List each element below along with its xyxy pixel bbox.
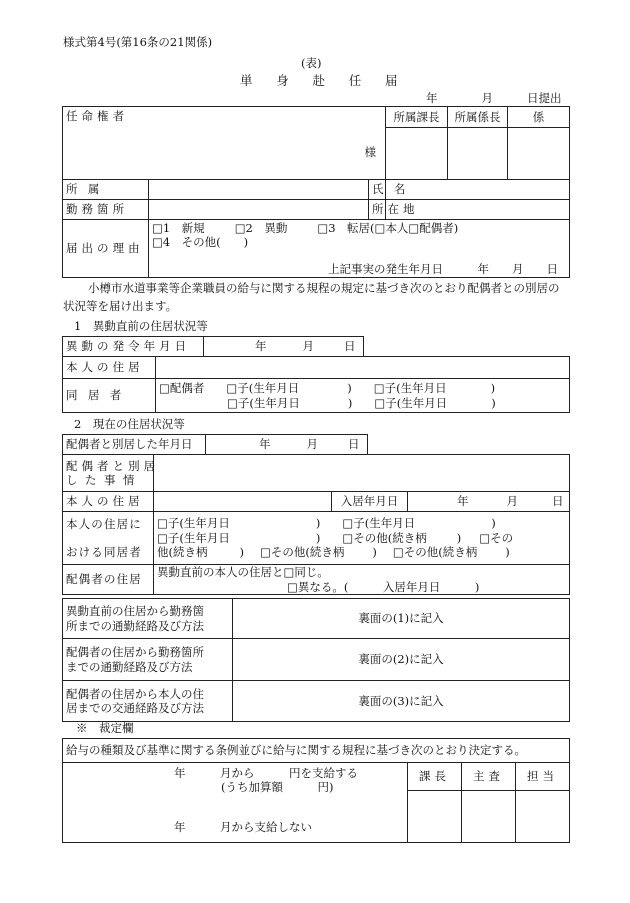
- appointer-honorific: 様: [364, 145, 377, 160]
- location-label: 所在地: [369, 200, 386, 220]
- decision-body: [63, 763, 408, 843]
- transfer-month: 月: [302, 339, 314, 354]
- affiliation-label: 所属: [63, 180, 149, 200]
- cohab2-child1[interactable]: □子(生年月日: [227, 395, 300, 410]
- occurrence-date: 上記事実の発生年月日 年 月 日: [328, 261, 559, 276]
- approval-stamp-3[interactable]: [508, 128, 570, 180]
- move-in-year: 年: [457, 494, 469, 509]
- decision-addition-line: (うち加算額 円): [221, 780, 334, 795]
- side-label: (表): [301, 56, 322, 70]
- current-residence-label: 本人の住居: [63, 492, 154, 512]
- commute-label-2: [63, 639, 233, 681]
- commute-label-1a: 異動直前の住居から勤務箇: [66, 604, 204, 619]
- separation-month: 月: [306, 437, 318, 452]
- cohabitant-cell: [156, 379, 570, 413]
- cohab1-child1-close: ): [347, 381, 352, 396]
- commute-label-1: [63, 599, 233, 639]
- decision-approval-2: 主査: [462, 763, 516, 791]
- cc1-child1[interactable]: □子(生年月日: [157, 516, 230, 531]
- section2-heading: 2 現在の住居状況等: [74, 417, 185, 431]
- current-cohabitant-label-1: 本人の住居に: [66, 516, 142, 531]
- decision-approval-1: 課長: [408, 763, 462, 791]
- cc3-other3-close: ): [372, 545, 377, 560]
- separation-reason-field[interactable]: [154, 455, 570, 492]
- decision-no-pay-line: 年 月から支給しない: [174, 819, 312, 834]
- spouse-same[interactable]: 異動直前の本人の住居と□同じ。: [157, 565, 329, 580]
- separation-date-label: 配偶者と別居した年月日: [63, 435, 206, 455]
- reason-label: 届出の理由: [63, 220, 149, 278]
- cohab1-child1[interactable]: □子(生年月日: [226, 381, 300, 396]
- commute-label-1b: 所までの通勤経路及び方法: [66, 618, 204, 633]
- spouse-residence-label: 配偶者の住居: [63, 565, 154, 595]
- cohab1-child2[interactable]: □子(生年月日: [373, 381, 447, 396]
- submission-date: [426, 93, 562, 105]
- separation-date-value[interactable]: [206, 435, 368, 455]
- affiliation-field[interactable]: [149, 180, 369, 200]
- own-residence-field[interactable]: [156, 357, 570, 379]
- approval-header-2: 所属係長: [448, 107, 508, 128]
- section1-table: [62, 336, 570, 357]
- cc2-other1-close: ): [456, 530, 462, 545]
- current-cohabitant-cell: [154, 512, 570, 565]
- workplace-label: 勤務箇所: [63, 200, 149, 220]
- cohab1-child2-close: ): [490, 381, 496, 396]
- transfer-empty: [364, 337, 570, 357]
- commute-value-1: 裏面の(1)に記入: [233, 599, 570, 639]
- current-cohabitant-label-2: おける同居者: [66, 545, 142, 559]
- cohab2-child2[interactable]: □子(生年月日: [374, 395, 448, 410]
- commute-table: [62, 598, 570, 722]
- section2-table-b: [62, 454, 570, 595]
- reason-cell: [149, 220, 570, 278]
- intro-text-1: 小樽市水道事業等企業職員の給与に関する規程の規定に基づき次のとおり配偶者との別居の: [88, 281, 560, 295]
- reason-option-move[interactable]: □3 転居(□本人□配偶者): [317, 221, 459, 235]
- form-number: 様式第4号(第16条の21関係): [63, 35, 213, 49]
- cohabitant-label: 同居者: [63, 379, 156, 413]
- decision-stamp-2[interactable]: [462, 791, 516, 843]
- section1-heading: 1 異動直前の住居状況等: [74, 319, 208, 333]
- decision-stamp-1[interactable]: [408, 791, 462, 843]
- reason-option-new[interactable]: □1 新規: [152, 221, 205, 235]
- cohab1-spouse[interactable]: □配偶者: [159, 381, 205, 396]
- submission-month: 月: [481, 91, 493, 105]
- submission-year: 年: [426, 91, 438, 105]
- decision-stamp-3[interactable]: [516, 791, 570, 843]
- intro-text-2: 状況等を届け出ます。: [63, 299, 178, 313]
- spouse-residence-cell: [154, 565, 570, 595]
- reason-option-transfer[interactable]: □2 異動: [234, 221, 288, 235]
- cc1-child2-close: ): [491, 516, 496, 531]
- move-in-day: 日: [552, 494, 564, 509]
- decision-approval-3: 担当: [516, 763, 570, 791]
- cohab2-child2-close: ): [491, 395, 496, 410]
- transfer-date-label: 異動の発令年月日: [63, 337, 204, 357]
- cc2-child[interactable]: □子(生年月日: [157, 530, 230, 545]
- commute-label-3a: 配偶者の住居から本人の住: [66, 686, 204, 701]
- appointer-label: 任命権者: [66, 109, 129, 123]
- name-label: 氏名: [369, 180, 386, 200]
- cc3-other4-close: ): [505, 545, 510, 560]
- transfer-day: 日: [344, 339, 356, 354]
- cc2-child-close: ): [315, 530, 321, 545]
- workplace-field[interactable]: [149, 200, 369, 220]
- move-in-month: 月: [506, 494, 518, 509]
- cc3-other2-rel: 他(続き柄: [157, 545, 208, 560]
- cc2-other1[interactable]: □その他(続き柄: [342, 530, 427, 545]
- own-residence-label: 本人の住居: [63, 357, 156, 379]
- move-in-label: 入居年月日: [332, 492, 408, 512]
- cc3-other3[interactable]: □その他(続き柄: [260, 545, 345, 560]
- appointer-cell: [63, 107, 386, 180]
- decision-heading: ※ 裁定欄: [76, 721, 134, 735]
- cc3-other2-close: ): [239, 545, 244, 560]
- reason-option-other[interactable]: □4 その他( ): [152, 235, 249, 250]
- separation-reason-label-2: した事情: [66, 473, 142, 487]
- spouse-different[interactable]: □異なる。( 入居年月日 ): [287, 579, 480, 594]
- transfer-date-value[interactable]: [204, 337, 364, 357]
- commute-label-2b: までの通勤経路及び方法: [66, 659, 193, 674]
- cc3-other4[interactable]: □その他(続き柄: [392, 545, 478, 560]
- cc2-other2[interactable]: □その: [479, 530, 514, 545]
- commute-value-3: 裏面の(3)に記入: [233, 681, 570, 722]
- commute-value-2: 裏面の(2)に記入: [233, 639, 570, 681]
- decision-pay-line: 年 月から 円を支給する: [174, 766, 358, 780]
- approval-stamp-1[interactable]: [386, 128, 448, 180]
- cc1-child1-close: ): [315, 516, 321, 531]
- current-residence-field[interactable]: [154, 492, 332, 512]
- submission-day: 日提出: [527, 91, 562, 105]
- commute-label-3b: 居までの交通経路及び方法: [66, 701, 204, 715]
- approval-header-1: 所属課長: [386, 107, 448, 128]
- separation-empty: [368, 435, 570, 455]
- cohab2-child1-close: ): [347, 395, 353, 410]
- separation-reason-label: [63, 455, 160, 492]
- approval-stamp-2[interactable]: [448, 128, 508, 180]
- applicant-table: [62, 106, 570, 278]
- separation-year: 年: [259, 437, 271, 452]
- separation-day: 日: [348, 437, 360, 452]
- cc1-child2[interactable]: □子(生年月日: [342, 516, 416, 531]
- separation-reason-label-1: 配偶者と別居: [66, 458, 160, 473]
- decision-statement: 給与の種類及び基準に関する条例並びに給与に関する規程に基づき次のとおり決定する。: [63, 739, 570, 763]
- current-cohabitant-label: [63, 512, 154, 565]
- section2-table-a: [62, 434, 570, 455]
- approval-header-3: 係: [508, 107, 570, 128]
- transfer-year: 年: [255, 339, 267, 354]
- section1-table-b: [62, 356, 570, 413]
- commute-label-3: [63, 681, 233, 722]
- commute-label-2a: 配偶者の住居から勤務箇所: [66, 645, 204, 660]
- decision-table: [62, 738, 570, 843]
- move-in-value[interactable]: [408, 492, 570, 512]
- page-title: 単身赴任届: [240, 73, 422, 88]
